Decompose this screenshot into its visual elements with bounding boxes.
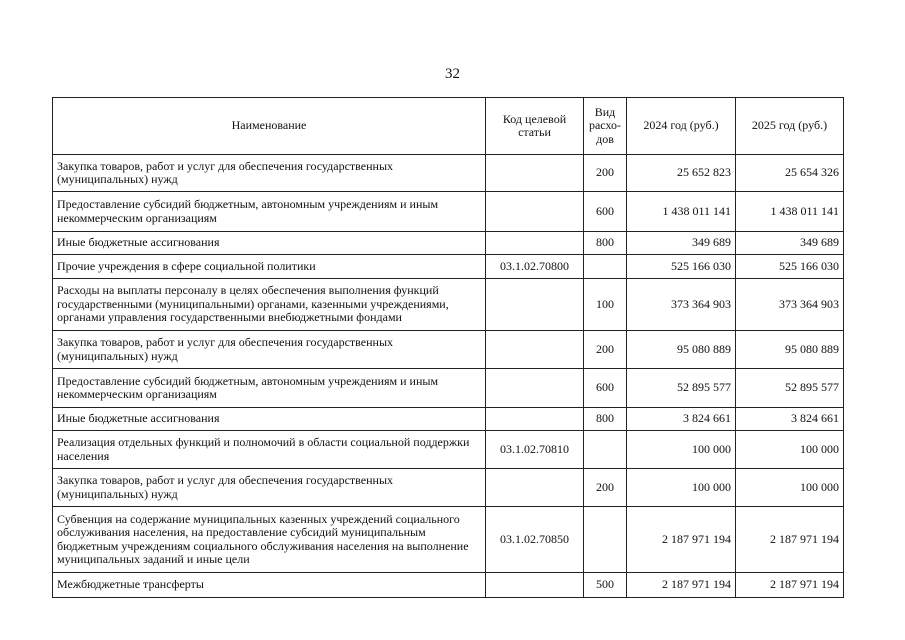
row-2025: 2 187 971 194 [736,507,844,573]
table-row [53,408,844,431]
row-2025: 100 000 [736,469,844,507]
row-2025: 373 364 903 [736,279,844,331]
row-name: Предоставление субсидий бюджетным, автономным учреждениям и иным некоммерческим организациям [53,369,486,408]
row-2025: 525 166 030 [736,255,844,279]
row-vid: 200 [584,155,627,192]
row-code [486,573,584,598]
row-2025: 25 654 326 [736,155,844,192]
row-vid [584,255,627,279]
header-name: Наименование [53,98,486,155]
row-2024: 1 438 011 141 [627,192,736,232]
table-row [53,155,844,192]
row-name: Реализация отдельных функций и полномочий в области социальной поддержки населения [53,431,486,469]
row-code [486,192,584,232]
row-2024: 349 689 [627,232,736,255]
row-vid: 100 [584,279,627,331]
budget-table [52,97,844,598]
row-code: 03.1.02.70800 [486,255,584,279]
row-2024: 373 364 903 [627,279,736,331]
row-2024: 25 652 823 [627,155,736,192]
row-code: 03.1.02.70810 [486,431,584,469]
row-2024: 95 080 889 [627,331,736,369]
row-2024: 525 166 030 [627,255,736,279]
row-2025: 349 689 [736,232,844,255]
row-2025: 95 080 889 [736,331,844,369]
row-vid: 500 [584,573,627,598]
header-code: Код целевой статьи [486,98,584,155]
table-row [53,369,844,408]
row-2024: 2 187 971 194 [627,507,736,573]
row-name: Межбюджетные трансферты [53,573,486,598]
header-vid: Вид расхо-дов [584,98,627,155]
row-name: Иные бюджетные ассигнования [53,408,486,431]
row-2024: 100 000 [627,469,736,507]
row-2024: 3 824 661 [627,408,736,431]
row-code [486,331,584,369]
header-2024: 2024 год (руб.) [627,98,736,155]
row-vid [584,507,627,573]
row-name: Закупка товаров, работ и услуг для обеспечения государственных (муниципальных) нужд [53,155,486,192]
table-row [53,192,844,232]
row-2025: 1 438 011 141 [736,192,844,232]
table-header-row [53,98,844,155]
row-name: Закупка товаров, работ и услуг для обеспечения государственных (муниципальных) нужд [53,469,486,507]
row-vid: 200 [584,469,627,507]
row-2025: 3 824 661 [736,408,844,431]
header-2025: 2025 год (руб.) [736,98,844,155]
row-code [486,155,584,192]
row-code [486,279,584,331]
row-name: Прочие учреждения в сфере социальной политики [53,255,486,279]
table-row [53,507,844,573]
table-row [53,573,844,598]
row-2024: 2 187 971 194 [627,573,736,598]
table-row [53,331,844,369]
row-name: Иные бюджетные ассигнования [53,232,486,255]
row-code [486,369,584,408]
table-row [53,232,844,255]
row-vid: 800 [584,408,627,431]
table-row [53,431,844,469]
row-vid: 600 [584,369,627,408]
row-2025: 100 000 [736,431,844,469]
row-2025: 52 895 577 [736,369,844,408]
row-2025: 2 187 971 194 [736,573,844,598]
row-name: Предоставление субсидий бюджетным, автономным учреждениям и иным некоммерческим организациям [53,192,486,232]
row-name: Субвенция на содержание муниципальных казенных учреждений социального обслуживания населения, на предоставление субсидий муниципальным бюджетным учреждениям социального обслуживания населения на выполнение муниципальных заданий и иные цели [53,507,486,573]
row-code [486,232,584,255]
row-2024: 100 000 [627,431,736,469]
row-2024: 52 895 577 [627,369,736,408]
row-code [486,408,584,431]
row-code [486,469,584,507]
table-row [53,255,844,279]
table-row [53,279,844,331]
table-row [53,469,844,507]
row-name: Закупка товаров, работ и услуг для обеспечения государственных (муниципальных) нужд [53,331,486,369]
row-vid [584,431,627,469]
row-name: Расходы на выплаты персоналу в целях обеспечения выполнения функций государственными (муниципальными) органами, казенными учреждениями, органами управления государственными внебюджетными фондами [53,279,486,331]
row-vid: 600 [584,192,627,232]
row-vid: 800 [584,232,627,255]
page-number: 32 [445,66,460,82]
row-vid: 200 [584,331,627,369]
row-code: 03.1.02.70850 [486,507,584,573]
